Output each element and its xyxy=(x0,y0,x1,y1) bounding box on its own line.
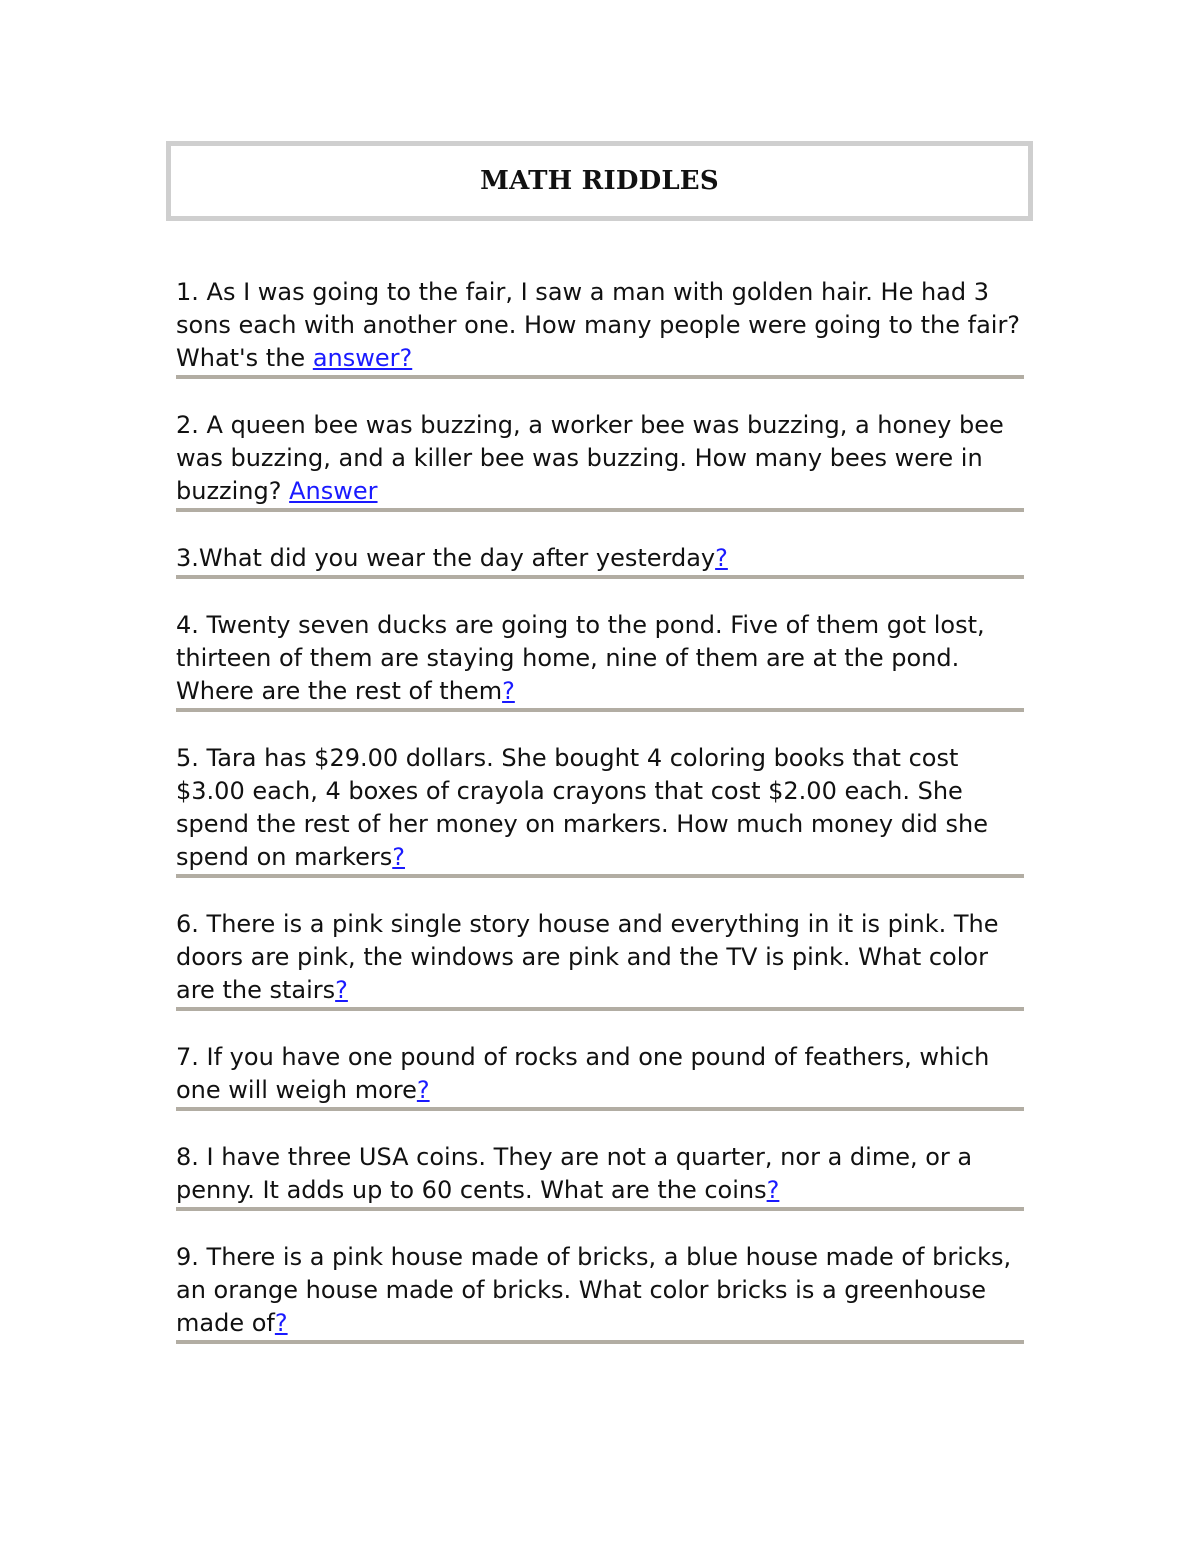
page-title: MATH RIDDLES xyxy=(480,166,719,196)
riddle-item xyxy=(176,1241,1024,1344)
riddle-text: 6. There is a pink single story house and everything in it is pink. The doors are pink, the windows are pink and the TV is pink. What color are the stairs xyxy=(176,910,999,1004)
riddle-text: 7. If you have one pound of rocks and one pound of feathers, which one will weigh more xyxy=(176,1043,990,1104)
riddle-text: 3.What did you wear the day after yesterday xyxy=(176,544,716,572)
riddle-text: 9. There is a pink house made of bricks, a blue house made of bricks, an orange house made of bricks. What color bricks is a greenhouse made of xyxy=(176,1243,1012,1337)
riddle-text: 4. Twenty seven ducks are going to the pond. Five of them got lost, thirteen of them are staying home, nine of them are at the pond. Where are the rest of them xyxy=(176,611,985,705)
answer-link[interactable]: ? xyxy=(416,1076,430,1104)
answer-link[interactable]: answer? xyxy=(312,344,413,372)
answer-link[interactable]: ? xyxy=(715,544,728,572)
answer-link[interactable]: Answer xyxy=(289,477,378,505)
answer-link[interactable]: ? xyxy=(502,677,515,705)
answer-link[interactable]: ? xyxy=(335,976,348,1004)
riddle-item xyxy=(176,1141,1024,1211)
riddle-item xyxy=(176,1041,1024,1111)
riddle-item xyxy=(176,542,1024,579)
answer-link[interactable]: ? xyxy=(274,1309,288,1337)
riddle-text: 8. I have three USA coins. They are not a quarter, nor a dime, or a penny. It adds up to 60 cents. What are the coins xyxy=(176,1143,973,1204)
riddle-item xyxy=(176,742,1024,878)
answer-link[interactable]: ? xyxy=(392,843,405,871)
riddle-list xyxy=(176,276,1024,1374)
riddle-text: 5. Tara has $29.00 dollars. She bought 4 coloring books that cost $3.00 each, 4 boxes of crayola crayons that cost $2.00 each. She spend the rest of her money on markers. How much money did she spend on markers xyxy=(176,744,988,871)
answer-link[interactable]: ? xyxy=(766,1176,780,1204)
riddle-text: 2. A queen bee was buzzing, a worker bee was buzzing, a honey bee was buzzing, and a killer bee was buzzing. How many bees were in buzzing? xyxy=(176,411,1004,505)
riddle-item xyxy=(176,276,1024,379)
riddle-item xyxy=(176,609,1024,712)
riddle-item xyxy=(176,409,1024,512)
riddle-text: 1. As I was going to the fair, I saw a man with golden hair. He had 3 sons each with another one. How many people were going to the fair? What's the xyxy=(176,278,1021,372)
title-box xyxy=(166,141,1033,221)
riddle-item xyxy=(176,908,1024,1011)
